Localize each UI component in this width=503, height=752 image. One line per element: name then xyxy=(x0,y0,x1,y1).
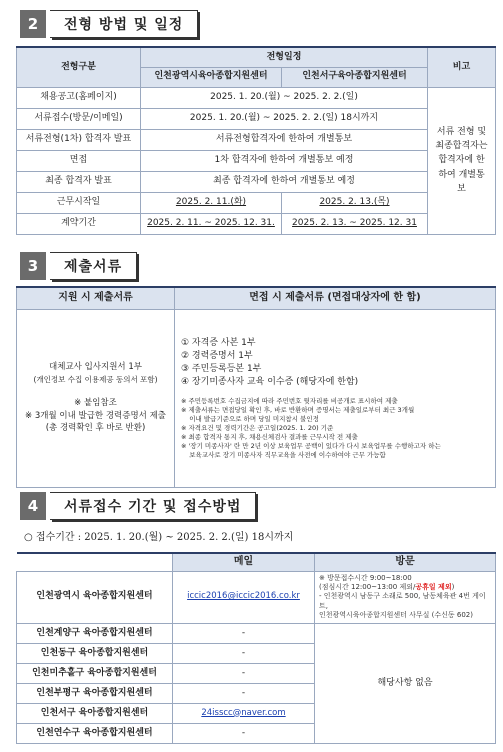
row-value: 서류전형합격자에 한하여 개별통보 xyxy=(141,129,428,150)
center-email: - xyxy=(173,683,315,703)
apply-doc-sub: (개인정보 수집 이용제공 동의서 포함) xyxy=(33,374,158,384)
center-email: - xyxy=(173,723,315,743)
center-name: 인천서구 육아종합지원센터 xyxy=(17,703,173,723)
center-name: 인천동구 육아종합지원센터 xyxy=(17,643,173,663)
schedule-table xyxy=(16,46,496,235)
note-item: 보육교사로 장기 미종사자 직무교육을 사전에 이수하여야 근무 가능함 xyxy=(181,451,386,460)
apply-docs xyxy=(17,309,175,487)
schedule-row xyxy=(17,108,496,129)
schedule-row xyxy=(17,87,496,108)
interview-doc-list xyxy=(181,338,489,389)
note-item: 이내 발급기준으로 하며 당일 미지참시 불인정 xyxy=(181,414,319,423)
interview-docs xyxy=(175,309,496,487)
row-value: 최종 합격자에 한하여 개별통보 예정 xyxy=(141,171,428,192)
row-label: 서류전형(1차) 합격자 발표 xyxy=(17,129,141,150)
col-header-center-b: 인천서구육아종합지원센터 xyxy=(282,67,428,87)
visit-lunch-close: ) xyxy=(451,582,455,591)
email-link[interactable]: iccic2016@iccic2016.co.kr xyxy=(187,591,300,602)
section-title: 서류접수 기간 및 접수방법 xyxy=(50,492,256,520)
note-item: ※ 자격요건 및 경력기간은 공고일(2025. 1. 20) 기준 xyxy=(181,423,334,432)
center-name: 인천광역시 육아종합지원센터 xyxy=(17,571,173,623)
interview-notes xyxy=(181,397,489,461)
section-3-header xyxy=(20,252,137,280)
row-value: 2025. 1. 20.(월) ~ 2025. 2. 2.(일) 18시까지 xyxy=(141,108,428,129)
center-email: - xyxy=(173,623,315,643)
apply-career: ※ 3개월 이내 발급한 경력증명서 제출 xyxy=(25,410,166,421)
apply-career-sub: (총 경력확인 후 바로 반환) xyxy=(45,423,146,434)
schedule-note: 서류 전형 및 최종합격자는 합격자에 한하여 개별통보 xyxy=(428,87,496,234)
col-header-visit: 방문 xyxy=(315,553,496,571)
col-header-interview: 면접 시 제출서류 (면접대상자에 한 함) xyxy=(175,287,496,309)
row-label: 계약기간 xyxy=(17,213,141,234)
center-email[interactable] xyxy=(173,703,315,723)
apply-doc-main: 대체교사 입사지원서 1부 xyxy=(49,361,142,372)
holiday-excluded: 공휴일 제외 xyxy=(415,582,452,591)
center-name: 인천미추홀구 육아종합지원센터 xyxy=(17,663,173,683)
row-label: 근무시작일 xyxy=(17,192,141,213)
center-email: - xyxy=(173,643,315,663)
interview-doc-item: ③ 주민등록등본 1부 xyxy=(181,364,262,375)
intake-period: ○ 접수기간 : 2025. 1. 20.(월) ~ 2025. 2. 2.(일) 18시까지 xyxy=(24,532,294,543)
section-number: 2 xyxy=(20,10,46,38)
col-header-type: 전형구분 xyxy=(17,47,141,87)
section-title: 전형 방법 및 일정 xyxy=(50,10,198,38)
center-email: - xyxy=(173,663,315,683)
interview-doc-item: ① 자격증 사본 1부 xyxy=(181,337,256,348)
interview-doc-item: ② 경력증명서 1부 xyxy=(181,350,253,361)
visit-address: - 인천광역시 남동구 소래로 500, 남동체육관 4번 게이트, xyxy=(319,592,486,610)
section-4-header xyxy=(20,492,256,520)
note-item: ※ '장기 미종사자' 란 만 2년 이상 보육업무 공백이 있다가 다시 보육업무를 수행하고자 하는 xyxy=(181,442,441,451)
col-header-apply: 지원 시 제출서류 xyxy=(17,287,175,309)
schedule-row xyxy=(17,213,496,234)
visit-none: 해당사항 없음 xyxy=(315,623,496,743)
section-title: 제출서류 xyxy=(50,252,137,280)
documents-table xyxy=(16,286,496,488)
visit-lunch-text: (점심시간 12:00~13:00 제외/ xyxy=(319,582,416,591)
col-header-note: 비고 xyxy=(428,47,496,87)
row-label: 면접 xyxy=(17,150,141,171)
note-item: ※ 주민등록번호 수집금지에 따라 주민번호 뒷자리를 비공개로 표시하여 제출 xyxy=(181,396,398,405)
section-number: 4 xyxy=(20,492,46,520)
visit-hours: ※ 방문접수시간 9:00~18:00 xyxy=(319,573,412,582)
schedule-row xyxy=(17,171,496,192)
row-label: 서류접수(방문/이메일) xyxy=(17,108,141,129)
row-value-a: 2025. 2. 11. ~ 2025. 12. 31. xyxy=(141,213,282,234)
section-number: 3 xyxy=(20,252,46,280)
apply-ref: ※ 붙임참조 xyxy=(74,397,117,408)
note-item: ※ 최종 합격자 통지 후, 채용신체검사 결과를 근무시작 전 제출 xyxy=(181,433,358,442)
col-header-email: 메일 xyxy=(173,553,315,571)
center-name: 인천계양구 육아종합지원센터 xyxy=(17,623,173,643)
note-item: ※ 제출서류는 면접당일 확인 후, 바로 반환하며 증명서는 제출일로부터 최근 3개월 xyxy=(181,405,415,414)
intake-table xyxy=(16,552,496,744)
schedule-row xyxy=(17,129,496,150)
col-header-center-a: 인천광역시육아종합지원센터 xyxy=(141,67,282,87)
email-link[interactable]: 24isscc@naver.com xyxy=(201,707,286,718)
row-value-b: 2025. 2. 13. ~ 2025. 12. 31 xyxy=(282,213,428,234)
row-label: 채용공고(홈페이지) xyxy=(17,87,141,108)
center-name: 인천부평구 육아종합지원센터 xyxy=(17,683,173,703)
col-header-schedule: 전형일정 xyxy=(141,47,428,67)
visit-info xyxy=(315,571,496,623)
section-2-header xyxy=(20,10,198,38)
row-value: 1차 합격자에 한하여 개별통보 예정 xyxy=(141,150,428,171)
row-value-a: 2025. 2. 11.(화) xyxy=(141,192,282,213)
center-name: 인천연수구 육아종합지원센터 xyxy=(17,723,173,743)
blank-header xyxy=(17,553,173,571)
visit-lunch xyxy=(319,583,491,592)
row-value: 2025. 1. 20.(월) ~ 2025. 2. 2.(일) xyxy=(141,87,428,108)
interview-doc-item: ④ 장기미종사자 교육 이수증 (해당자에 한함) xyxy=(181,377,359,388)
schedule-row xyxy=(17,150,496,171)
row-label: 최종 합격자 발표 xyxy=(17,171,141,192)
row-value-b: 2025. 2. 13.(목) xyxy=(282,192,428,213)
visit-address-2: 인천광역시육아종합지원센터 사무실 (수신동 602) xyxy=(319,611,473,620)
schedule-row xyxy=(17,192,496,213)
center-email[interactable] xyxy=(173,571,315,623)
